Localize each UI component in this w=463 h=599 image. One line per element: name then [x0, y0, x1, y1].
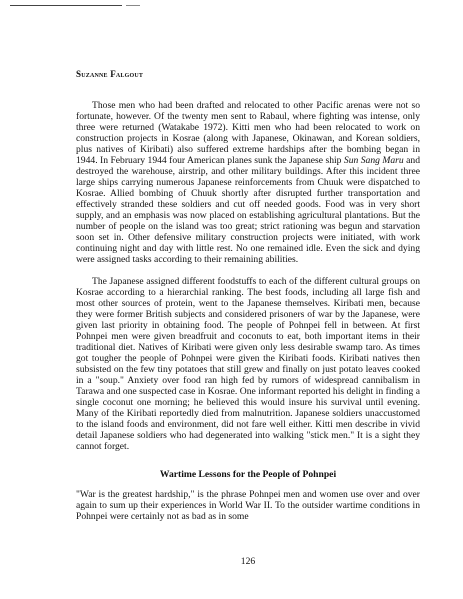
paragraph-text: The Japanese assigned different foodstuffs to each of the different cultural groups on Kosrae according to a hierarchial ranking. The best foods, including all large fish and most other sources of protein, went to the Japanese themselves. Kiribati men, because they were former British subjects and considered prisoners of war by the Japanese, were given last priority in obtaining food. The people of Pohnpei fell in between. At first Pohnpei men were given breadfruit and coconuts to eat, both important items in their traditional diet. Natives of Kiribati were given only less desirable swamp taro. As times got tougher the people of Pohnpei were given the Kiribati foods. Kiribati natives then subsisted on the few tiny potatoes that still grew and finally on just potato leaves cooked in a "soup." Anxiety over food ran high fed by rumors of widespread cannibalism in Tarawa and one suspected case in Kosrae. One informant reported his delight in finding a single coconut one morning; he believed this would insure his survival until evening. Many of the Kiribati reportedly died from malnutrition. Japanese soldiers unaccustomed to the island foods and environment, did not fare well either. Kitti men describe in vivid detail Japanese soldiers who had degenerated into walking "stick men." It is a sight they cannot forget.: [76, 276, 420, 452]
paragraph-text: [76, 100, 420, 265]
body-paragraph-2: [76, 276, 420, 452]
paragraph-1-part-b: and destroyed the warehouse, airstrip, and other military buildings. After this incident three large ships carrying numerous Japanese reinforcements from Chuuk were dispatched to Kosrae. Allied bombing of Chuuk shortly after disrupted further transportation and effectively stranded these soldiers and cut off needed goods. Food was in very short supply, and an emphasis was now placed on establishing agricultural plantations. But the number of people on the island was too great; strict rationing was begun and starvation soon set in. Other defensive military construction projects were initiated, with work continuing night and day with little rest. No one remained idle. Even the sick and dying were assigned tasks according to their remaining abilities.: [76, 155, 420, 265]
body-paragraph-3: [76, 489, 420, 522]
section-heading: Wartime Lessons for the People of Pohnpei: [159, 469, 337, 480]
body-paragraph-1: [76, 100, 420, 265]
running-head-author: Suzanne Falgout: [76, 69, 144, 79]
page-number: 126: [240, 556, 256, 567]
paragraph-text: "War is the greatest hardship," is the phrase Pohnpei men and women use over and over again to sum up their experiences in World War II. To the outsider wartime conditions in Pohnpei were certainly not as bad as in some: [76, 489, 420, 522]
scan-edge-line: [10, 5, 122, 6]
paragraph-1-part-a: Those men who had been drafted and relocated to other Pacific arenas were not so fortunate, however. Of the twenty men sent to Rabaul, where fighting was intense, only three were returned (Watakabe 1972). Kitti men who had been relocated to work on construction projects in Kosrae (along with Japanese, Okinawan, and Korean soldiers, plus natives of Kiribati) also suffered extreme hardships after the bombing began in 1944. In February 1944 four American planes sunk the Japanese ship: [76, 100, 420, 166]
ship-name: Sun Sang Maru: [343, 155, 404, 166]
scan-edge-line-short: [126, 5, 140, 6]
